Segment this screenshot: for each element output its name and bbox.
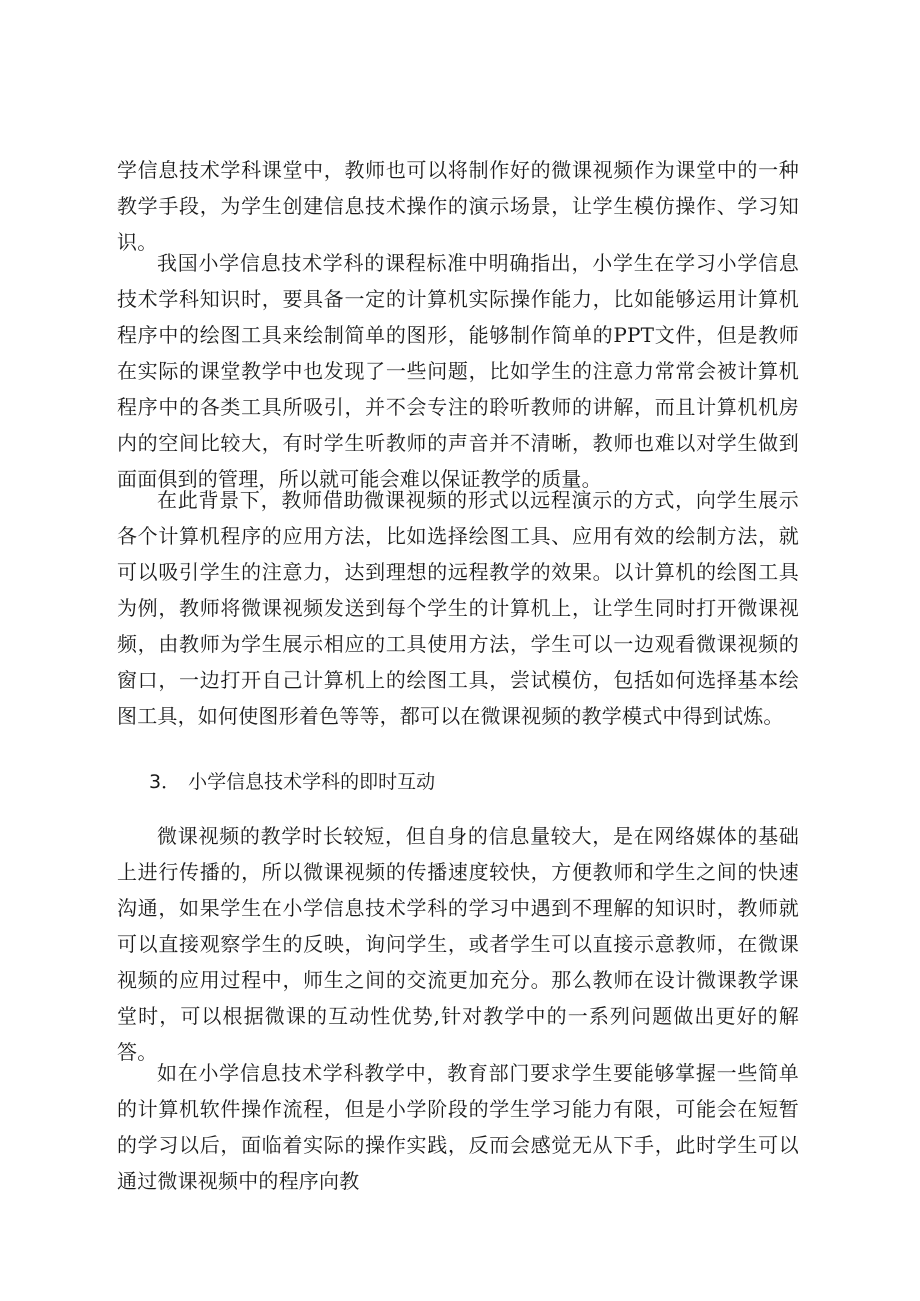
section-number: 3． [149, 771, 181, 793]
paragraph-remote-demo: 在此背景下，教师借助微课视频的形式以远程演示的方式，向学生展示各个计算机程序的应用方法，比如选择绘图工具、应用有效的绘制方法，就可以吸引学生的注意力，达到理想的远程教学的效果。以计算机的绘图工具为例，教师将微课视频发送到每个学生的计算机上，让学生同时打开微课视频，由教师为学生展示相应的工具使用方法，学生可以一边观看微课视频的窗口，一边打开自己计算机上的绘图工具，尝试模仿，包括如何选择基本绘图工具，如何使图形着色等等，都可以在微课视频的教学模式中得到试炼。 [117, 488, 799, 728]
section-heading [149, 764, 435, 800]
paragraph-software-operation: 如在小学信息技术学科教学中，教育部门要求学生要能够掌握一些简单的计算机软件操作流程，但是小学阶段的学生学习能力有限，可能会在短暂的学习以后，面临着实际的操作实践，反而会感觉无从下手，此时学生可以通过微课视频中的程序向教 [117, 1061, 799, 1193]
paragraph-instant-interaction: 微课视频的教学时长较短，但自身的信息量较大，是在网络媒体的基础上进行传播的，所以微课视频的传播速度较快，方便教师和学生之间的快速沟通，如果学生在小学信息技术学科的学习中遇到不理解的知识时，教师就可以直接观察学生的反映，询问学生，或者学生可以直接示意教师，在微课视频的应用过程中，师生之间的交流更加充分。那么教师在设计微课教学课堂时，可以根据微课的互动性优势,针对教学中的一系列问题做出更好的解答。 [117, 824, 799, 1064]
section-title: 小学信息技术学科的即时互动 [188, 771, 436, 793]
paragraph-curriculum-standard: 我国小学信息技术学科的课程标准中明确指出，小学生在学习小学信息技术学科知识时，要具备一定的计算机实际操作能力，比如能够运用计算机程序中的绘图工具来绘制简单的图形，能够制作简单的PPT文件，但是教师在实际的课堂教学中也发现了一些问题，比如学生的注意力常常会被计算机程序中的各类工具所吸引，并不会专注的聆听教师的讲解，而且计算机机房内的空间比较大，有时学生听教师的声音并不清晰，教师也难以对学生做到面面俱到的管理，所以就可能会难以保证教学的质量。 [117, 251, 799, 491]
paragraph-continuation: 学信息技术学科课堂中，教师也可以将制作好的微课视频作为课堂中的一种教学手段，为学生创建信息技术操作的演示场景，让学生模仿操作、学习知识。 [117, 158, 799, 254]
